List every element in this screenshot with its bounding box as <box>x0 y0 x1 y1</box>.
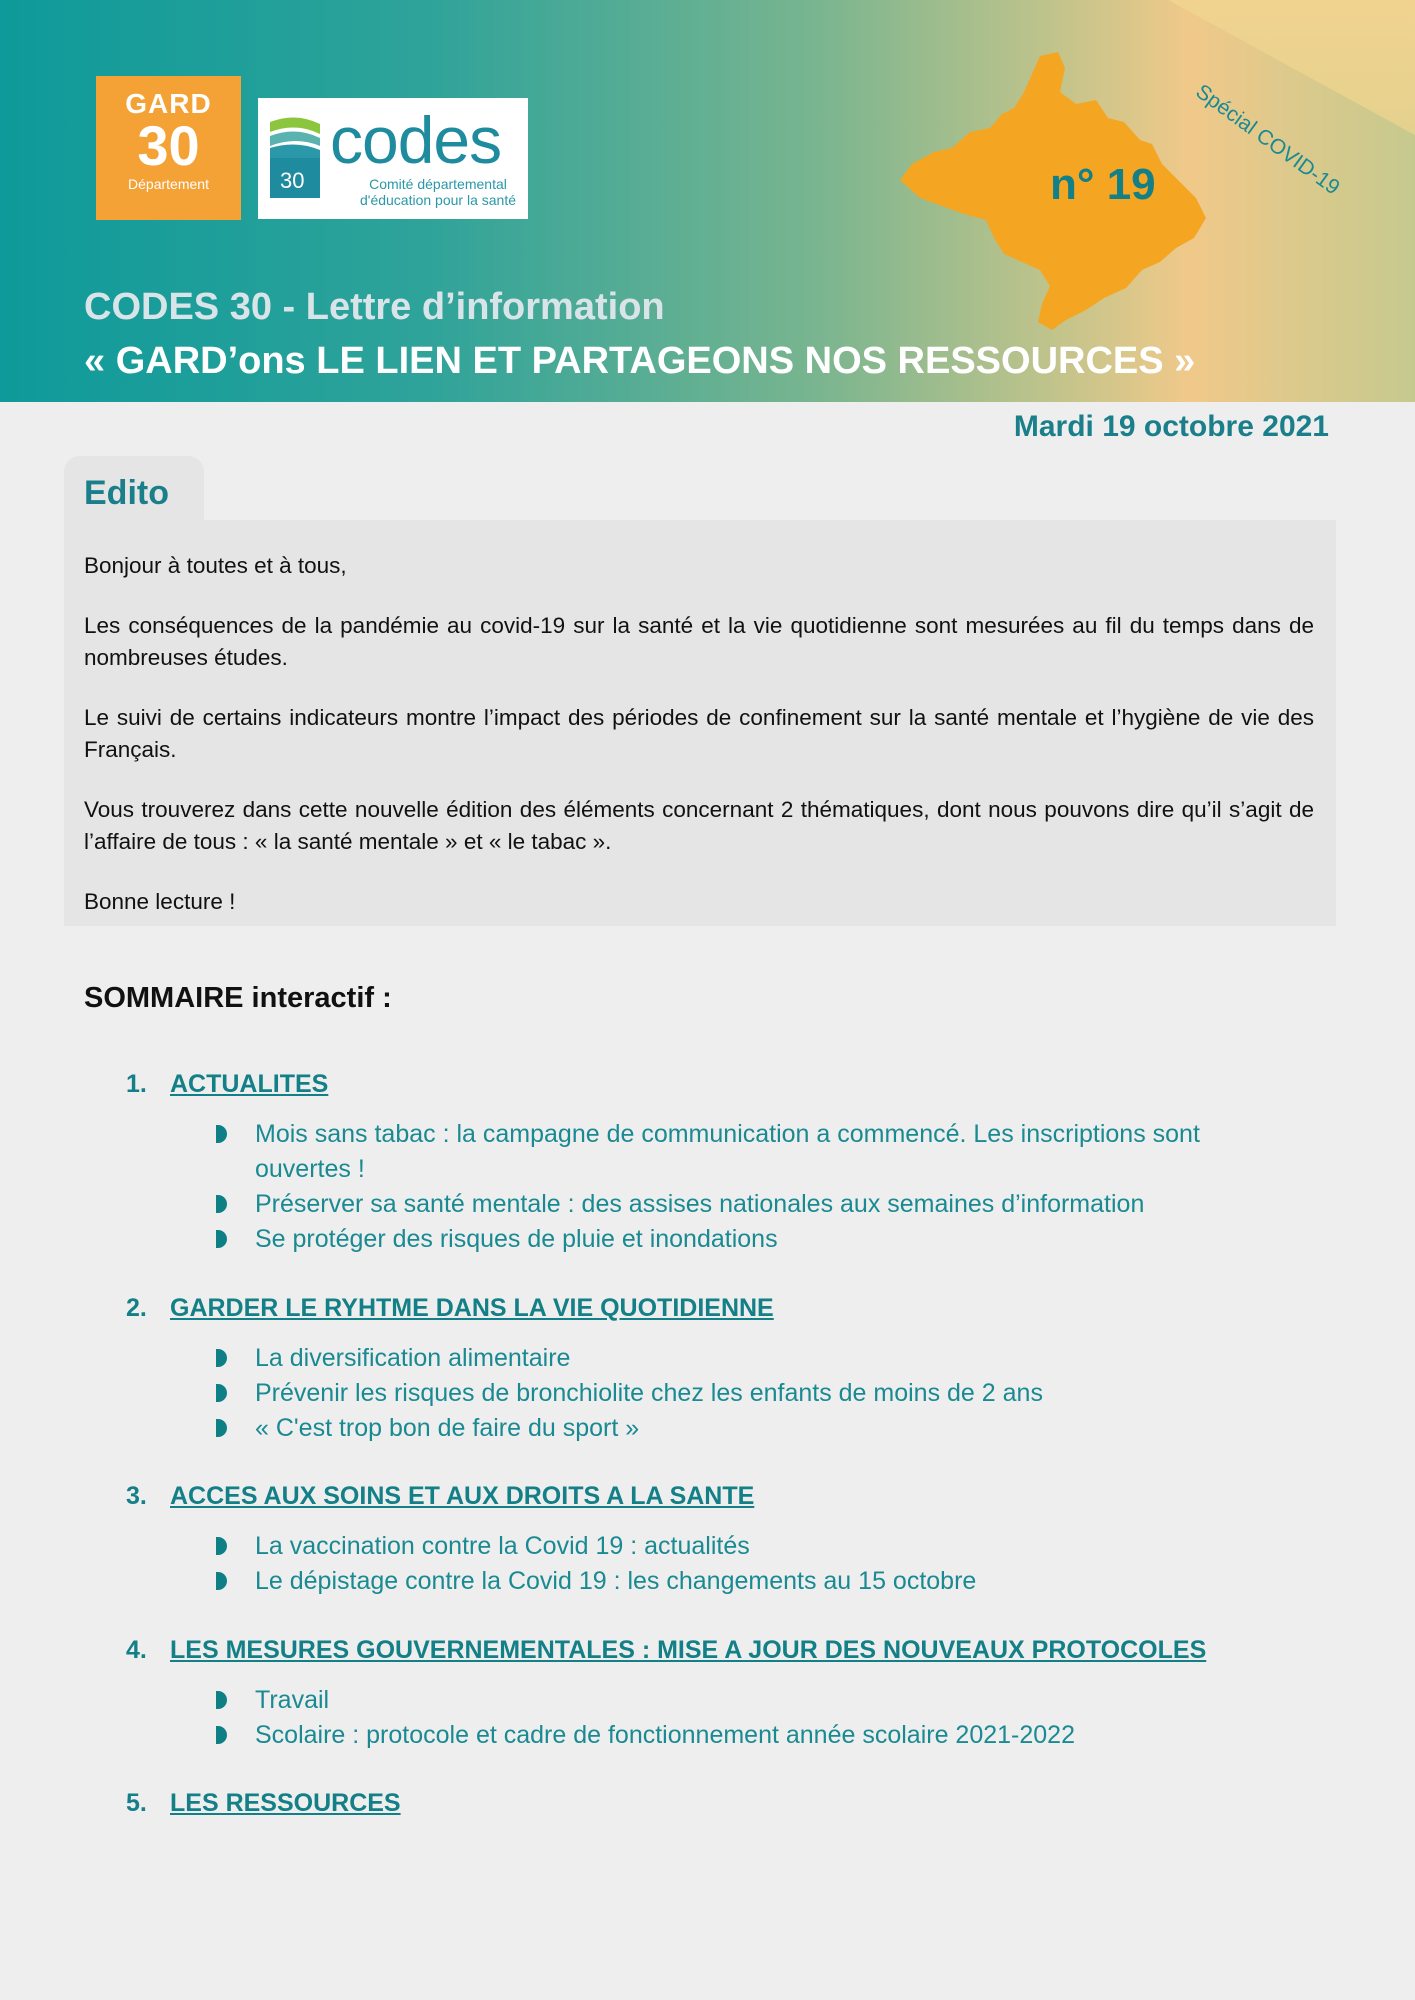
edito-title: Edito <box>84 474 169 512</box>
toc-item[interactable] <box>216 1341 1256 1376</box>
bullet-icon <box>216 1691 227 1709</box>
toc-section-link[interactable]: ACCES AUX SOINS ET AUX DROITS A LA SANTE <box>170 1482 755 1510</box>
edito-paragraph: Le suivi de certains indicateurs montre l’impact des périodes de confinement sur la santé mentale et l’hygiène de vie des Français. <box>84 705 1314 762</box>
toc-section-mesures[interactable] <box>126 1636 1206 1665</box>
toc-item-link[interactable]: Se protéger des risques de pluie et inondations <box>255 1225 778 1253</box>
edito-paragraph: Vous trouverez dans cette nouvelle édition des éléments concernant 2 thématiques, dont nous pouvons dire qu’il s’agit de l’affaire de tous : « la santé mentale » et « le tabac ». <box>84 797 1314 854</box>
gard-logo-line1: GARD <box>125 88 212 119</box>
bullet-icon <box>216 1230 227 1248</box>
toc-item-link[interactable]: Prévenir les risques de bronchiolite chez les enfants de moins de 2 ans <box>255 1379 1043 1407</box>
toc-item[interactable] <box>216 1564 1256 1599</box>
toc-section-acces-soins[interactable] <box>126 1482 754 1511</box>
bullet-icon <box>216 1125 227 1143</box>
toc-section-link[interactable]: ACTUALITES <box>170 1070 329 1098</box>
toc-item[interactable] <box>216 1683 1256 1718</box>
toc-item[interactable] <box>216 1376 1256 1411</box>
gard-logo-line3: Département <box>128 176 209 192</box>
toc-section-actualites[interactable] <box>126 1070 328 1099</box>
issue-number: n° 19 <box>1050 160 1156 209</box>
toc-section-link[interactable]: LES MESURES GOUVERNEMENTALES : MISE A JOUR DES NOUVEAUX PROTOCOLES <box>170 1636 1207 1664</box>
publication-date: Mardi 19 octobre 2021 <box>1013 410 1329 443</box>
bullet-icon <box>216 1726 227 1744</box>
toc-section-rythme[interactable] <box>126 1294 774 1323</box>
codes-badge-number: 30 <box>280 168 305 193</box>
toc-section-ressources[interactable] <box>126 1789 401 1818</box>
edito-paragraph: Bonjour à toutes et à tous, <box>84 553 347 578</box>
toc-item[interactable] <box>216 1529 1256 1564</box>
toc-item[interactable] <box>216 1411 1256 1446</box>
bullet-icon <box>216 1349 227 1367</box>
bullet-icon <box>216 1537 227 1555</box>
toc-section-number: 1. <box>126 1070 147 1098</box>
toc-item[interactable] <box>216 1718 1256 1753</box>
toc-item-link[interactable]: Préserver sa santé mentale : des assises nationales aux semaines d’information <box>255 1190 1145 1218</box>
codes-wordmark: codes <box>330 103 502 177</box>
toc-section-number: 2. <box>126 1294 147 1322</box>
edito-box <box>64 520 1336 926</box>
codes-wave-icon <box>266 112 326 202</box>
toc-section-number: 4. <box>126 1636 147 1664</box>
toc-item-link[interactable]: « C'est trop bon de faire du sport » <box>255 1414 640 1442</box>
bullet-icon <box>216 1419 227 1437</box>
toc-section-number: 3. <box>126 1482 147 1510</box>
toc-item-link[interactable]: Travail <box>255 1686 330 1714</box>
toc-item-link[interactable]: Scolaire : protocole et cadre de fonctionnement année scolaire 2021-2022 <box>255 1721 1075 1749</box>
gard-department-logo <box>96 76 241 220</box>
toc-section-link[interactable]: LES RESSOURCES <box>170 1789 401 1817</box>
toc-item-link[interactable]: Mois sans tabac : la campagne de communication a commencé. Les inscriptions sont ouvertes ! <box>255 1120 1200 1183</box>
codes-subtitle-line1: Comité départemental <box>369 176 507 192</box>
toc-item[interactable] <box>216 1222 1256 1257</box>
codes-subtitle <box>358 176 518 208</box>
toc-item-link[interactable]: Le dépistage contre la Covid 19 : les changements au 15 octobre <box>255 1567 977 1595</box>
toc-item[interactable] <box>216 1187 1256 1222</box>
sommaire-title: SOMMAIRE interactif : <box>84 982 392 1014</box>
toc-section-number: 5. <box>126 1789 147 1817</box>
codes-logo <box>258 98 528 219</box>
toc-item-link[interactable]: La diversification alimentaire <box>255 1344 571 1372</box>
toc-section-link[interactable]: GARDER LE RYHTME DANS LA VIE QUOTIDIENNE <box>170 1294 774 1322</box>
toc-item[interactable] <box>216 1117 1256 1187</box>
gard-logo-line2: 30 <box>137 114 200 177</box>
codes-subtitle-line2: d'éducation pour la santé <box>359 192 516 208</box>
toc-item-link[interactable]: La vaccination contre la Covid 19 : actualités <box>255 1532 750 1560</box>
newsletter-subtitle: « GARD’ons LE LIEN ET PARTAGEONS NOS RESSOURCES » <box>84 340 1196 382</box>
edito-paragraph: Bonne lecture ! <box>84 889 236 914</box>
bullet-icon <box>216 1384 227 1402</box>
edito-paragraph: Les conséquences de la pandémie au covid-19 sur la santé et la vie quotidienne sont mesurées au fil du temps dans de nombreuses études. <box>84 613 1314 670</box>
special-covid-label: Spécial COVID-19 <box>1191 80 1344 200</box>
header-banner <box>0 0 1415 402</box>
bullet-icon <box>216 1195 227 1213</box>
bullet-icon <box>216 1572 227 1590</box>
newsletter-title: CODES 30 - Lettre d’information <box>84 286 665 328</box>
